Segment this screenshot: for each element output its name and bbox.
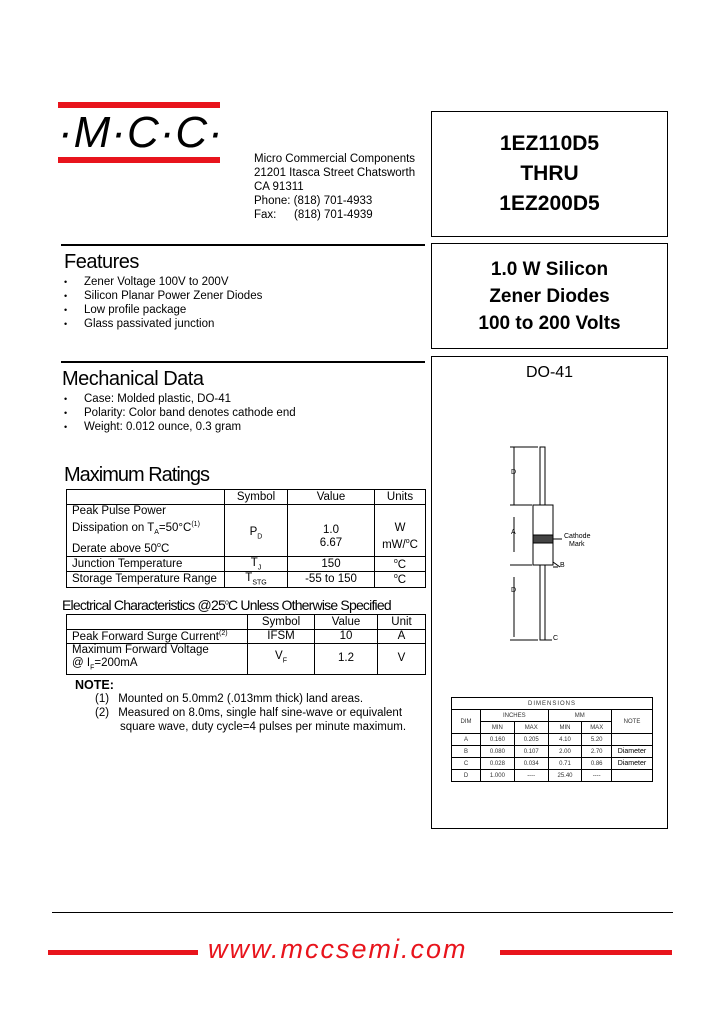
footer-right-bar <box>500 950 672 955</box>
features-list <box>64 275 262 331</box>
list-item: • Low profile package <box>64 303 262 317</box>
value-cell: 1.2 <box>315 643 378 674</box>
list-item: • Glass passivated junction <box>64 317 262 331</box>
unit-cell: $^o$C <box>375 556 426 571</box>
max-ratings-table <box>66 489 426 588</box>
table-row <box>67 490 426 505</box>
table-header: MAX <box>514 722 548 734</box>
table-header: DIM <box>452 710 481 734</box>
note-2-cont: square wave, duty cycle=4 pulses per minute maximum. <box>120 721 407 733</box>
label-a: A <box>511 529 516 536</box>
table-row: B 0.080 0.107 2.00 2.70 Diameter <box>452 746 653 758</box>
mechanical-rule <box>61 361 425 363</box>
value-cell: -55 to 150 <box>288 572 375 587</box>
label-b: B <box>560 562 565 569</box>
fax-label: Fax: <box>254 209 277 221</box>
table-row <box>67 630 426 644</box>
footer-url[interactable]: www.mccsemi.com <box>208 934 468 964</box>
table-row: D 1.000 ---- 25.40 ---- <box>452 770 653 782</box>
param-line: Dissipation on $T_A=50^\circ C^{(1)}$ <box>72 521 200 537</box>
param-cell: Peak Forward Surge Current$^{(2)}$ <box>67 630 248 644</box>
list-item: • Silicon Planar Power Zener Diodes <box>64 289 262 303</box>
symbol-cell: IFSM <box>248 630 315 644</box>
features-heading: Features <box>64 251 139 273</box>
table-row: A 0.160 0.205 4.10 5.20 <box>452 734 653 746</box>
logo-bottom-bar <box>58 157 220 163</box>
fax-number: (818) 701-4939 <box>294 209 373 221</box>
table-header: Symbol <box>225 490 288 505</box>
param-peak-pulse <box>67 505 225 557</box>
part-line-1: 1EZ110D5 <box>499 132 600 155</box>
part-line-3: 1EZ200D5 <box>499 192 600 215</box>
description-line-1: 1.0 W Silicon <box>490 259 609 280</box>
company-phone <box>254 194 415 208</box>
table-header: Value <box>315 615 378 630</box>
do41-outline-drawing <box>432 357 667 687</box>
table-row: C 0.028 0.034 0.71 0.86 Diameter <box>452 758 653 770</box>
list-item: • Zener Voltage 100V to 200V <box>64 275 262 289</box>
table-header: Units <box>375 490 426 505</box>
symbol-cell: $T_{STG}$ <box>225 572 288 587</box>
value-cell: 10 <box>315 630 378 644</box>
value-cell: 150 <box>288 556 375 571</box>
company-address <box>254 152 415 222</box>
table-row <box>67 505 426 557</box>
list-item: • Polarity: Color band denotes cathode end <box>64 406 296 420</box>
list-item: • Weight: 0.012 ounce, 0.3 gram <box>64 420 296 434</box>
table-header: MAX <box>582 722 612 734</box>
table-header: MM <box>548 710 611 722</box>
table-header: MIN <box>548 722 582 734</box>
phone-label: Phone: <box>254 195 291 207</box>
param-cell: Maximum Forward Voltage @ $I_F=200mA$ <box>67 643 248 674</box>
param-cell: Storage Temperature Range <box>67 572 225 587</box>
symbol-cell: $V_F$ <box>248 643 315 674</box>
unit-cell: A <box>378 630 426 644</box>
table-row <box>452 698 653 710</box>
symbol-cell: $T_J$ <box>225 556 288 571</box>
table-header: INCHES <box>481 710 549 722</box>
unit-cell: V <box>378 643 426 674</box>
label-d-bottom: D <box>511 587 517 594</box>
description-title <box>432 244 667 337</box>
table-row <box>67 572 426 587</box>
table-header: MIN <box>481 722 515 734</box>
description-line-3: 100 to 200 Volts <box>478 313 621 334</box>
label-d-top: D <box>511 469 517 476</box>
dimensions-title: DIMENSIONS <box>452 698 653 710</box>
company-name: Micro Commercial Components <box>254 153 416 165</box>
table-header <box>67 615 248 630</box>
description-line-2: Zener Diodes <box>489 286 610 307</box>
part-number-title <box>432 112 667 219</box>
cathode-band <box>533 535 553 543</box>
company-city: CA 91311 <box>254 181 304 193</box>
features-rule <box>61 244 425 246</box>
label-cathode-mark: Cathode Mark <box>564 533 591 548</box>
package-name: DO-41 <box>525 364 574 381</box>
electrical-table <box>66 614 426 675</box>
notes-title: NOTE: <box>75 678 114 692</box>
footer-left-bar <box>48 950 198 955</box>
symbol-cell: $P_D$ <box>225 505 288 557</box>
param-cell: Junction Temperature <box>67 556 225 571</box>
mcc-logo: ·M·C·C· <box>58 108 224 157</box>
notes <box>75 678 406 734</box>
company-fax <box>254 208 415 222</box>
part-line-2: THRU <box>520 162 579 185</box>
package-box <box>431 356 668 829</box>
electrical-heading: Electrical Characteristics @25$^o$C Unless Otherwise Specified <box>62 597 391 613</box>
unit-cell: W mW/$^o$C <box>375 505 426 557</box>
table-header: Symbol <box>248 615 315 630</box>
table-header <box>67 490 225 505</box>
part-number-box <box>431 111 668 237</box>
value-cell: 1.0 6.67 <box>288 505 375 557</box>
param-line: Derate above 50$^o$C <box>72 542 170 555</box>
description-box <box>431 243 668 349</box>
table-row <box>67 615 426 630</box>
table-row <box>67 556 426 571</box>
max-ratings-heading: Maximum Ratings <box>64 464 210 486</box>
label-c: C <box>553 635 559 642</box>
note-1: (1) Mounted on 5.0mm2 (.013mm thick) land areas. <box>95 693 364 705</box>
table-header: Unit <box>378 615 426 630</box>
bottom-lead <box>540 565 545 640</box>
param-line: Peak Pulse Power <box>72 505 166 517</box>
unit-cell: $^o$C <box>375 572 426 587</box>
table-row <box>452 710 653 722</box>
phone-number: (818) 701-4933 <box>293 195 373 207</box>
table-header: NOTE <box>612 710 653 734</box>
note-2: (2) Measured on 8.0ms, single half sine-wave or equivalent <box>95 707 403 719</box>
table-row <box>67 643 426 674</box>
footer-rule <box>52 912 673 913</box>
table-header: Value <box>288 490 375 505</box>
list-item: • Case: Molded plastic, DO-41 <box>64 392 296 406</box>
dimensions-table <box>451 697 653 782</box>
mechanical-heading: Mechanical Data <box>62 368 204 390</box>
company-street: 21201 Itasca Street Chatsworth <box>254 167 416 179</box>
mechanical-list <box>64 392 296 434</box>
